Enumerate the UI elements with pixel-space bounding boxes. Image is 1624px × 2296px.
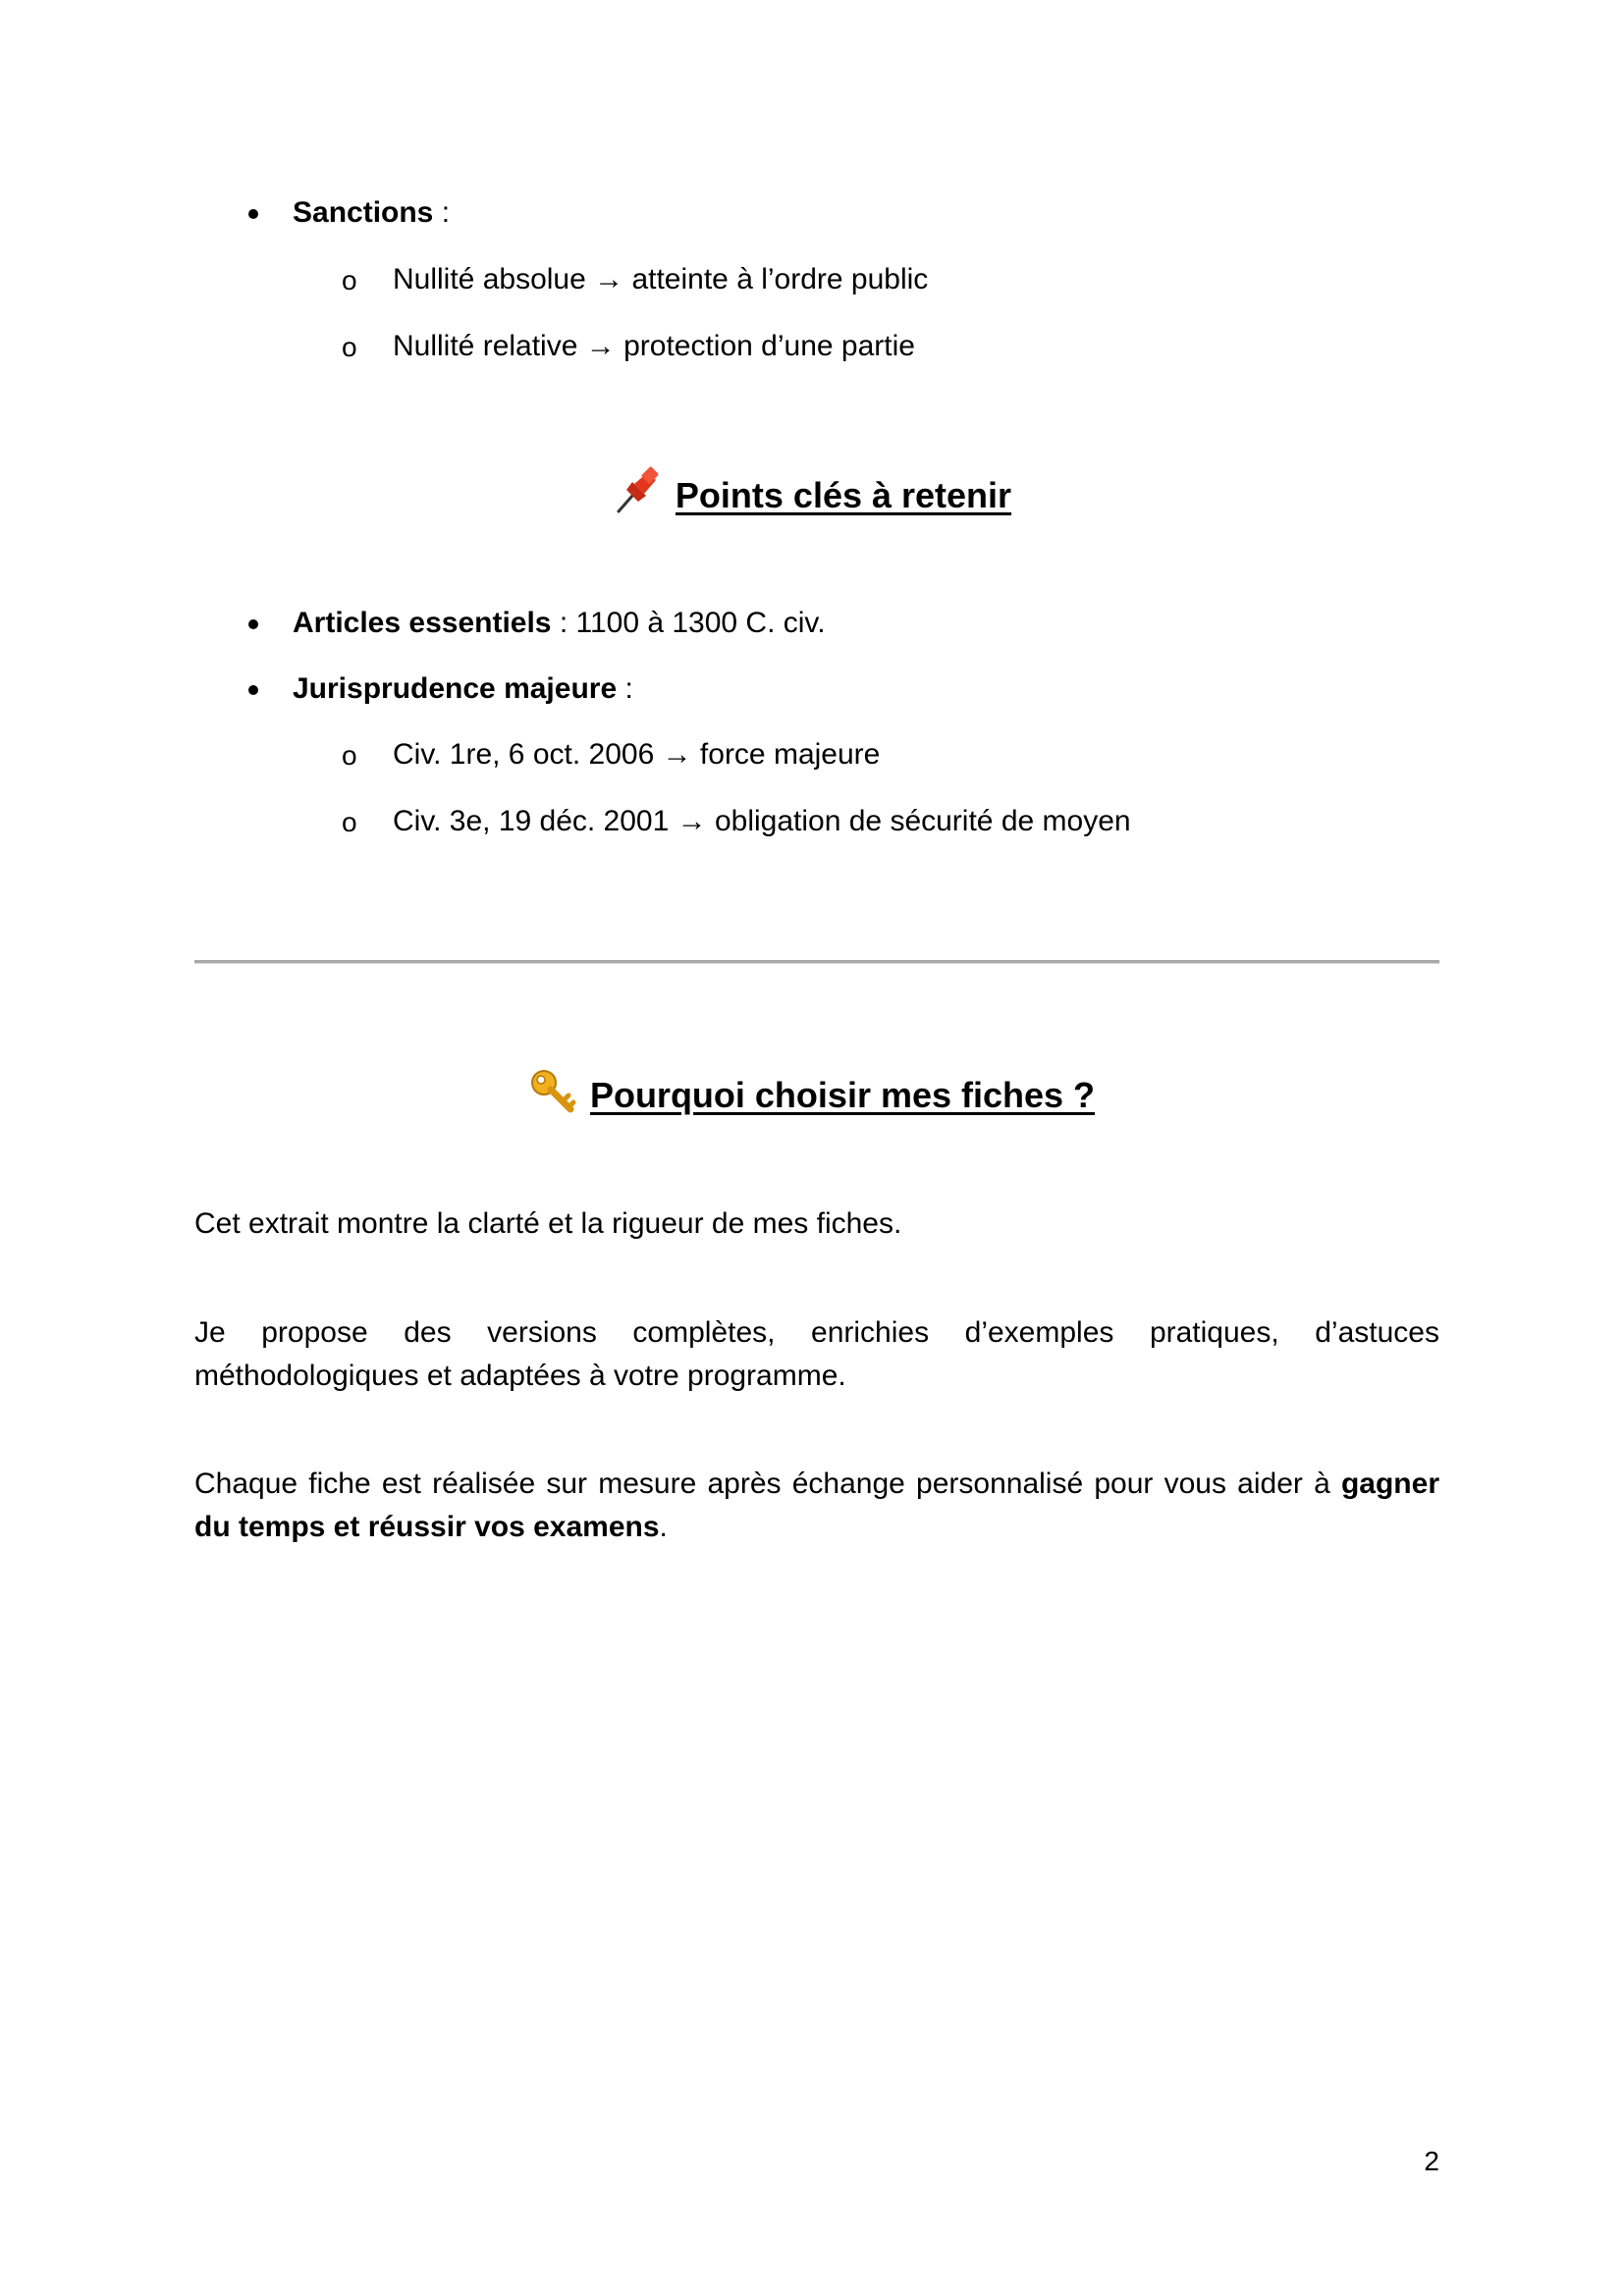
- bullet-circle: o: [342, 740, 357, 771]
- bullet-disc: [248, 619, 258, 629]
- points-cles-title: Points clés à retenir: [675, 475, 1012, 515]
- paragraph-text: Chaque fiche est réalisée sur mesure après échange personnalisé pour vous aider à: [194, 1468, 1341, 1500]
- page-number: 2: [1424, 2146, 1439, 2176]
- pourquoi-heading: [0, 1068, 1624, 1116]
- sanctions-label: Sanctions: [293, 196, 434, 229]
- paragraph: Je propose des versions complètes, enrichies d’exemples pratiques, d’astuces méthodologiques et adaptées à votre programme.: [194, 1316, 1439, 1392]
- key-icon: [529, 1068, 576, 1115]
- bullet-circle: o: [342, 332, 357, 362]
- articles-item: [293, 606, 826, 641]
- pourquoi-title: Pourquoi choisir mes fiches ?: [589, 1075, 1096, 1115]
- jurisprudence-item: [293, 671, 633, 707]
- jurisprudence-suffix: :: [617, 672, 633, 705]
- bullet-circle: o: [342, 807, 357, 837]
- bullet-circle: o: [342, 265, 357, 295]
- jurisprudence-label: Jurisprudence majeure: [293, 672, 618, 705]
- paragraph-bold-text: gagner du temps et réussir vos examens: [194, 1468, 1439, 1543]
- bullet-disc: [248, 685, 258, 695]
- jurisprudence-subitem: Civ. 1re, 6 oct. 2006 → force majeure: [393, 738, 881, 771]
- paragraph: Cet extrait montre la clarté et la rigueur de mes fiches.: [194, 1207, 902, 1240]
- points-cles-heading: [0, 466, 1624, 516]
- sanctions-suffix: :: [433, 196, 451, 229]
- bullet-disc: [248, 209, 258, 219]
- sanctions-subitem: Nullité relative → protection d’une partie: [393, 330, 915, 362]
- pushpin-icon: [613, 466, 662, 515]
- paragraph: [194, 1463, 1439, 1549]
- horizontal-rule: [194, 960, 1439, 964]
- paragraph-text: .: [659, 1511, 668, 1543]
- jurisprudence-subitem: Civ. 3e, 19 déc. 2001 → obligation de sécurité de moyen: [393, 805, 1131, 837]
- articles-label: Articles essentiels: [293, 607, 552, 639]
- sanctions-item: [293, 195, 450, 231]
- articles-text: : 1100 à 1300 C. civ.: [551, 607, 826, 639]
- sanctions-subitem: Nullité absolue → atteinte à l’ordre public: [393, 263, 929, 295]
